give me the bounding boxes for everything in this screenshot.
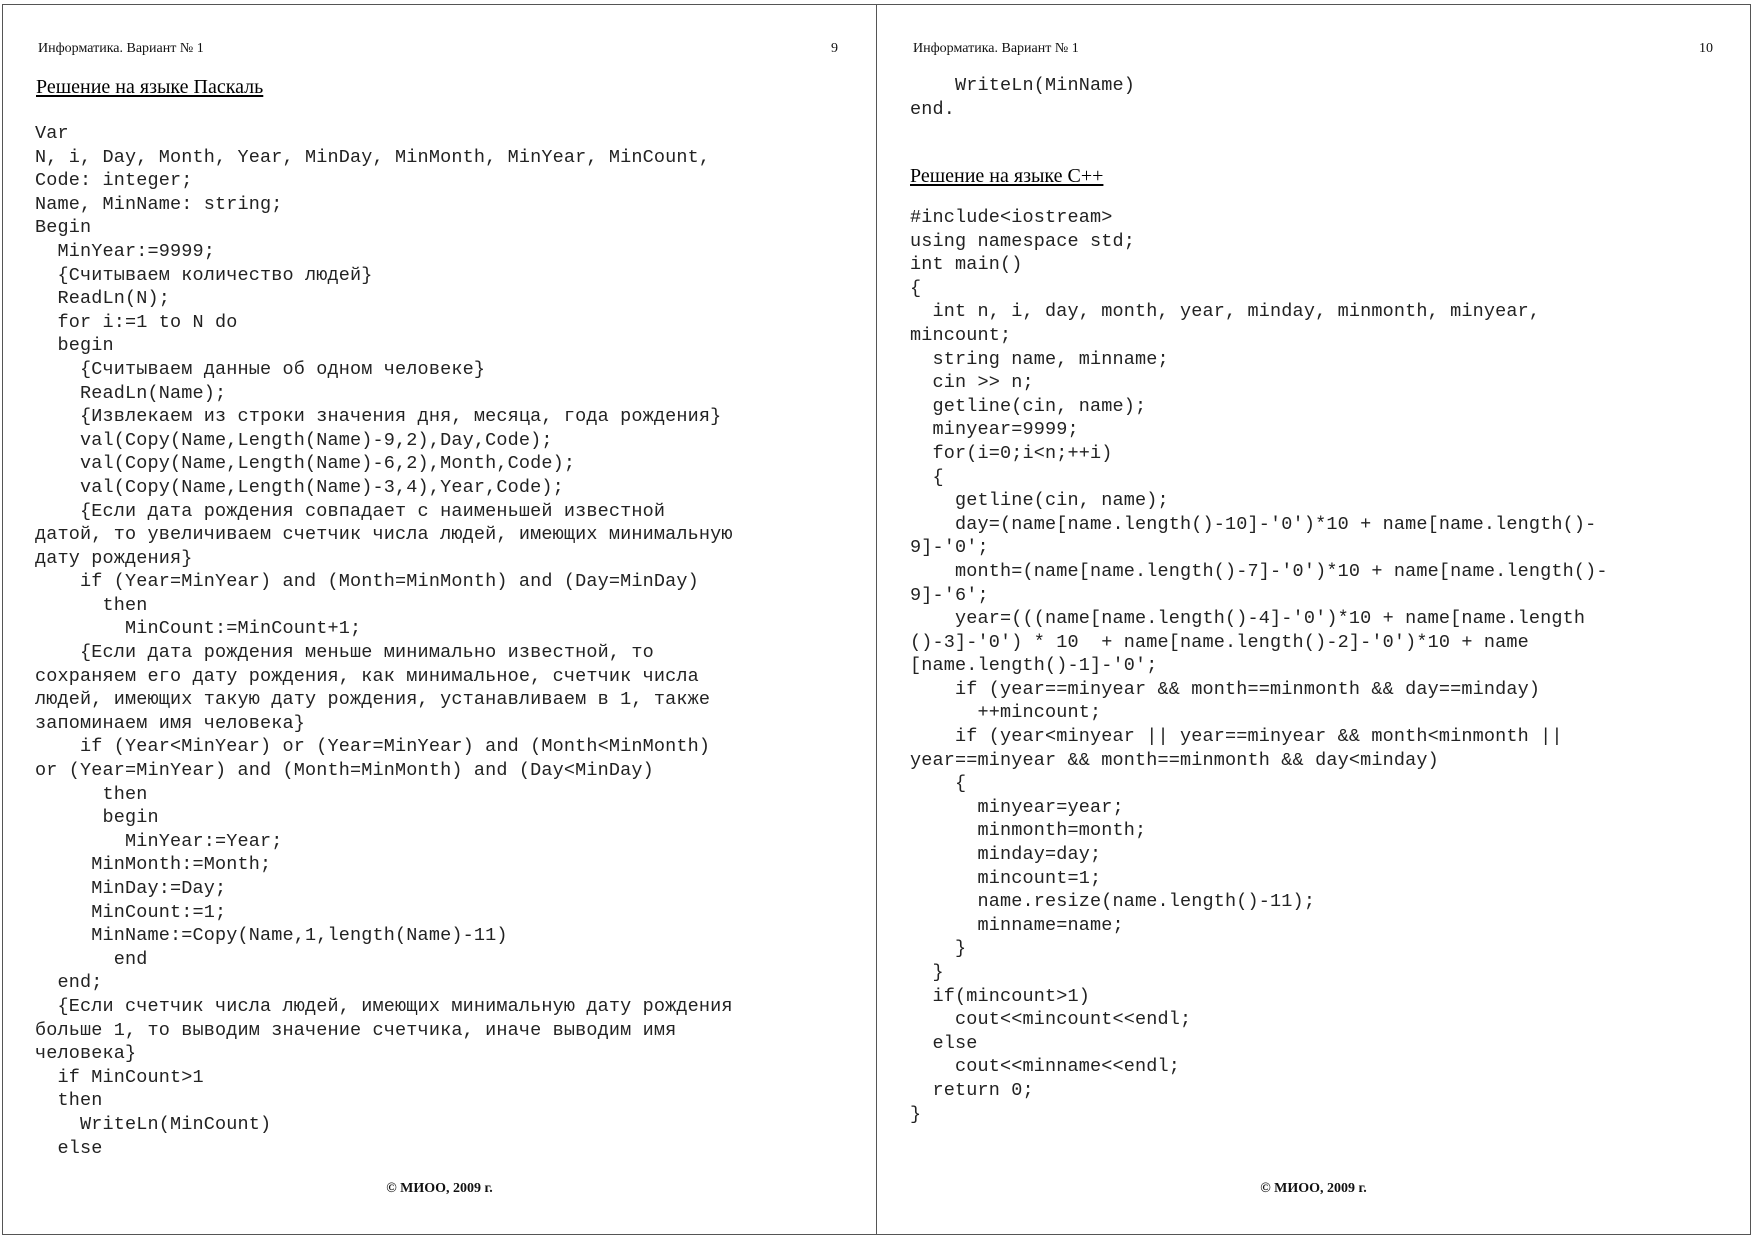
code-line: датой, то увеличиваем счетчик числа людей, имеющих минимальную [35,524,733,546]
header-title: Информатика. Вариант № 1 [38,41,204,56]
code-line: #include<iostream> [910,207,1113,228]
section-heading-cpp: Решение на языке С++ [910,165,1104,187]
code-line: year=(((name[name.length()-4]-'0')*10 + name[name.length [910,608,1586,630]
code-line: int main() [910,254,1023,276]
code-line: year==minyear && month==minmonth && day<minday) [910,749,1439,771]
page-left [2,4,877,1235]
code-line: ()-3]-'0') * 10 + name[name.length()-2]-'0')*10 + name [910,631,1529,653]
code-line: if (Year=MinYear) and (Month=MinMonth) and (Day=MinDay) [35,571,699,593]
code-line: then [35,783,148,805]
code-line: { [910,466,944,488]
code-line: MinName:=Copy(Name,1,length(Name)-11) [35,925,508,947]
code-line: {Извлекаем из строки значения дня, месяца, года рождения} [35,406,722,428]
code-line: minyear=year; [910,796,1124,818]
code-line: MinYear:=9999; [35,240,216,262]
code-line: {Если дата рождения совпадает с наименьшей известной [35,500,666,522]
page-number: 9 [831,41,838,56]
code-line: Name, MinName: string; [35,193,283,215]
code-line: val(Copy(Name,Length(Name)-3,4),Year,Code); [35,476,564,498]
code-line: if (year<minyear || year==minyear && month<minmonth || [910,726,1563,748]
header-title: Информатика. Вариант № 1 [913,41,1079,56]
code-line: ReadLn(N); [35,288,171,310]
code-line: day=(name[name.length()-10]-'0')*10 + name[name.length()- [910,513,1597,535]
code-line: cin >> n; [910,372,1034,394]
page-number: 10 [1699,41,1713,56]
code-line: month=(name[name.length()-7]-'0')*10 + name[name.length()- [910,560,1608,582]
page-right [876,4,1751,1235]
code-line: cout<<minname<<endl; [910,1056,1181,1078]
code-line: {Если счетчик числа людей, имеющих минимальную дату рождения [35,995,733,1017]
code-line: ReadLn(Name); [35,382,227,404]
code-line: } [910,1103,922,1125]
code-line: for(i=0;i<n;++i) [910,442,1113,464]
code-line: MinDay:=Day; [35,878,227,899]
code-line: mincount; [910,324,1012,346]
code-line: using namespace std; [910,230,1136,252]
code-line: MinMonth:=Month; [35,854,272,876]
code-line: { [910,773,967,795]
code-line: val(Copy(Name,Length(Name)-6,2),Month,Code); [35,453,576,475]
code-line: MinCount:=1; [35,901,227,923]
code-line: ++mincount; [910,702,1102,724]
code-line: minmonth=month; [910,820,1147,842]
code-line: запоминаем имя человека} [35,712,306,734]
code-line: } [910,962,944,983]
code-line: {Если дата рождения меньше минимально известной, то [35,642,654,664]
code-line: then [35,594,148,616]
footer-copyright: © МИОО, 2009 г. [1260,1181,1367,1196]
code-line: string name, minname; [910,348,1169,370]
code-line: name.resize(name.length()-11); [910,891,1316,913]
code-line: end. [910,98,956,120]
code-line: end [35,948,148,970]
cpp-code-block [910,206,1608,1126]
code-line: 9]-'6'; [910,584,989,606]
code-line: if MinCount>1 [35,1066,204,1088]
code-line: людей, имеющих такую дату рождения, устанавливаем в 1, также [35,689,711,711]
code-line: return 0; [910,1079,1034,1101]
code-line: [name.length()-1]-'0'; [910,655,1158,677]
code-line: if (Year<MinYear) or (Year=MinYear) and (Month<MinMonth) [35,736,711,758]
code-line: end; [35,972,103,994]
code-line: if (year==minyear && month==minmonth && day==minday) [910,678,1541,700]
pascal-code-continuation [910,74,1135,121]
code-line: minday=day; [910,844,1102,866]
code-line: WriteLn(MinCount) [35,1113,272,1135]
code-line: {Считываем количество людей} [35,264,373,286]
code-line: then [35,1090,103,1112]
code-line: 9]-'0'; [910,537,989,559]
footer-copyright: © МИОО, 2009 г. [386,1181,493,1196]
code-line: if(mincount>1) [910,985,1091,1007]
code-line: begin [35,807,159,829]
code-line: N, i, Day, Month, Year, MinDay, MinMonth, MinYear, MinCount, [35,146,711,168]
code-line: else [910,1032,978,1054]
code-line: begin [35,335,114,357]
code-line: getline(cin, name); [910,490,1169,512]
code-line: MinCount:=MinCount+1; [35,618,362,640]
code-line: } [910,938,967,960]
code-line: Begin [35,217,92,239]
code-line: WriteLn(MinName) [910,75,1136,96]
code-line: Code: integer; [35,170,193,192]
code-line: сохраняем его дату рождения, как минимальное, счетчик числа [35,665,699,687]
pascal-code-block [35,122,733,1160]
code-line: val(Copy(Name,Length(Name)-9,2),Day,Code); [35,429,553,451]
code-line: for i:=1 to N do [35,311,238,333]
code-line: int n, i, day, month, year, minday, minmonth, minyear, [910,301,1541,323]
code-line: getline(cin, name); [910,395,1147,417]
code-line: minname=name; [910,914,1124,936]
code-line: больше 1, то выводим значение счетчика, иначе выводим имя [35,1019,677,1041]
code-line: else [35,1137,103,1159]
code-line: MinYear:=Year; [35,830,283,852]
code-line: mincount=1; [910,867,1102,889]
code-line: дату рождения} [35,547,193,569]
code-line: cout<<mincount<<endl; [910,1009,1192,1031]
code-line: Var [35,123,69,144]
section-heading-pascal: Решение на языке Паскаль [36,76,264,98]
code-line: {Считываем данные об одном человеке} [35,358,486,380]
code-line: человека} [35,1043,137,1065]
code-line: or (Year=MinYear) and (Month=MinMonth) and (Day<MinDay) [35,760,654,782]
code-line: minyear=9999; [910,419,1079,441]
code-line: { [910,277,922,299]
